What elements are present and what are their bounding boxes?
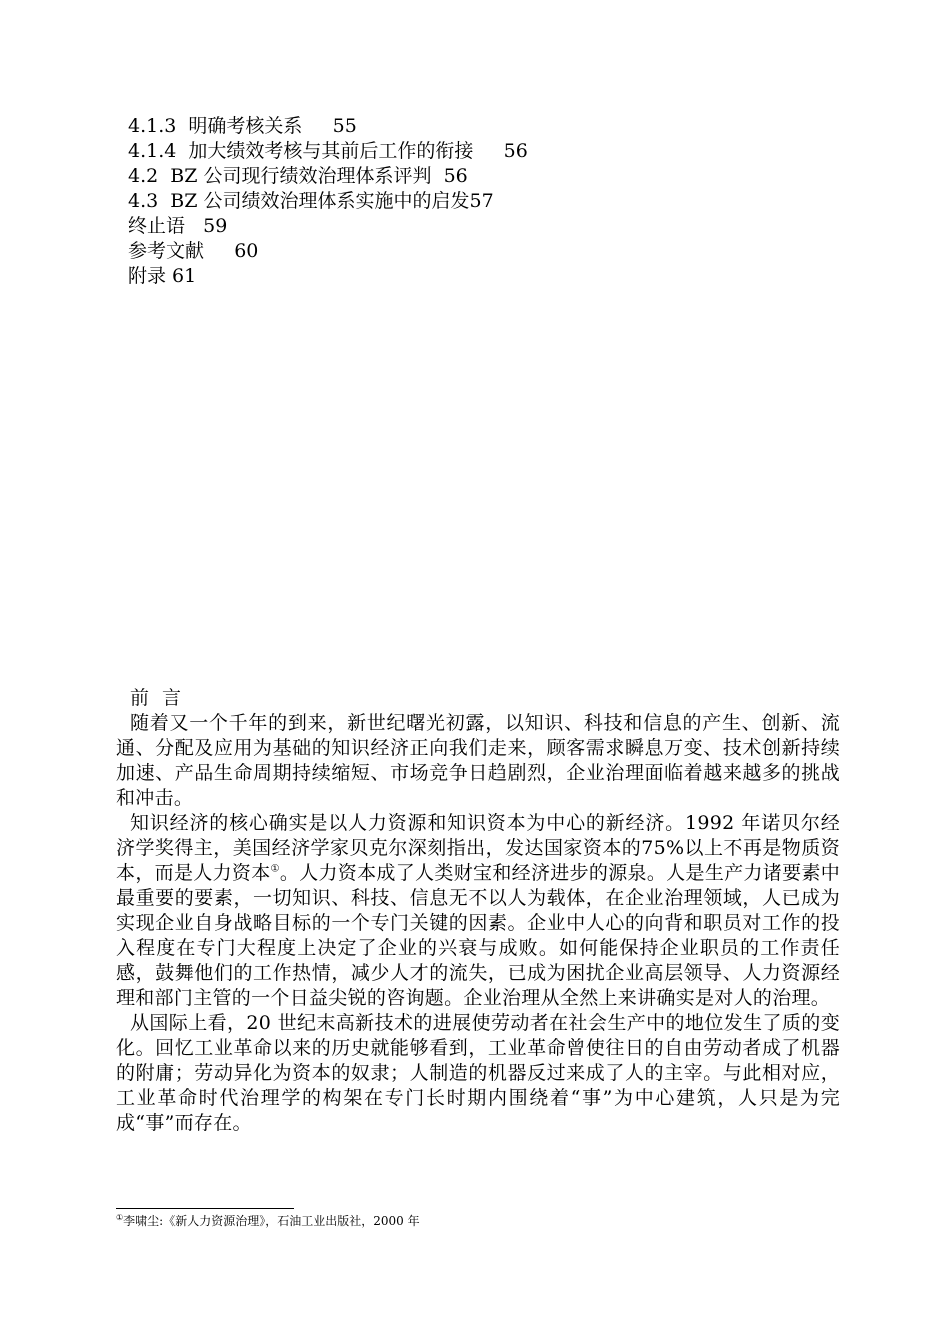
table-of-contents xyxy=(128,114,828,289)
toc-entry-conclusion[interactable]: 终止语 59 xyxy=(128,215,228,237)
footnote-separator xyxy=(116,1208,294,1209)
footnote xyxy=(116,1213,420,1229)
toc-entry-references[interactable]: 参考文献 60 xyxy=(128,240,259,262)
preface-paragraph-1 xyxy=(116,711,840,811)
toc-entry-4-3[interactable]: 4.3 BZ 公司绩效治理体系实施中的启发57 xyxy=(128,190,494,212)
preface-section xyxy=(116,686,840,1136)
preface-paragraph-2 xyxy=(116,811,840,1011)
paragraph-text: 随着又一个千年的到来，新世纪曙光初露，以知识、科技和信息的产生、创新、流通、分配及应用为基础的知识经济正向我们走来，顾客需求瞬息万变、技术创新持续加速、产品生命周期持续缩短、市场竞争日趋剧烈，企业治理面临着越来越多的挑战和冲击。 xyxy=(116,712,840,809)
footnote-marker: ① xyxy=(116,1213,124,1222)
toc-entry-4-2[interactable]: 4.2 BZ 公司现行绩效治理体系评判 56 xyxy=(128,165,468,187)
toc-entry-4-1-4[interactable]: 4.1.4 加大绩效考核与其前后工作的衔接 56 xyxy=(128,140,528,162)
footnote-text: 李啸尘:《新人力资源治理》，石油工业出版社，2000 年 xyxy=(123,1214,420,1228)
toc-entry-4-1-3[interactable]: 4.1.3 明确考核关系 55 xyxy=(128,115,357,137)
preface-paragraph-3 xyxy=(116,1011,840,1136)
paragraph-text: 知识经济的核心确实是以人力资源和知识资本为中心的新经济。1992 年诺贝尔经济学奖得主，美国经济学家贝克尔深刻指出，发达国家资本的75%以上不再是物质资本，而是人力资本 xyxy=(116,812,840,884)
toc-entry-appendix[interactable]: 附录 61 xyxy=(128,265,197,287)
paragraph-text-continued: 。人力资本成了人类财宝和经济进步的源泉。人是生产力诸要素中最重要的要素，一切知识、科技、信息无不以人为载体，在企业治理领域，人已成为实现企业自身战略目标的一个专门关键的因素。企业中人心的向背和职员对工作的投入程度在专门大程度上决定了企业的兴衰与成败。如何能保持企业职员的工作责任感，鼓舞他们的工作热情，减少人才的流失，已成为困扰企业高层领导、人力资源经理和部门主管的一个日益尖锐的咨询题。企业治理从全然上来讲确实是对人的治理。 xyxy=(116,862,841,1009)
paragraph-text: 从国际上看，20 世纪末高新技术的进展使劳动者在社会生产中的地位发生了质的变化。回忆工业革命以来的历史就能够看到，工业革命曾使往日的自由劳动者成了机器的附庸；劳动异化为资本的奴隶；人制造的机器反过来成了人的主宰。与此相对应，工业革命时代治理学的构架在专门长时期内围绕着“事”为中心建筑，人只是为完成“事”而存在。 xyxy=(116,1012,840,1134)
footnote-reference-marker[interactable]: ① xyxy=(270,863,280,875)
preface-title: 前 言 xyxy=(130,687,182,709)
